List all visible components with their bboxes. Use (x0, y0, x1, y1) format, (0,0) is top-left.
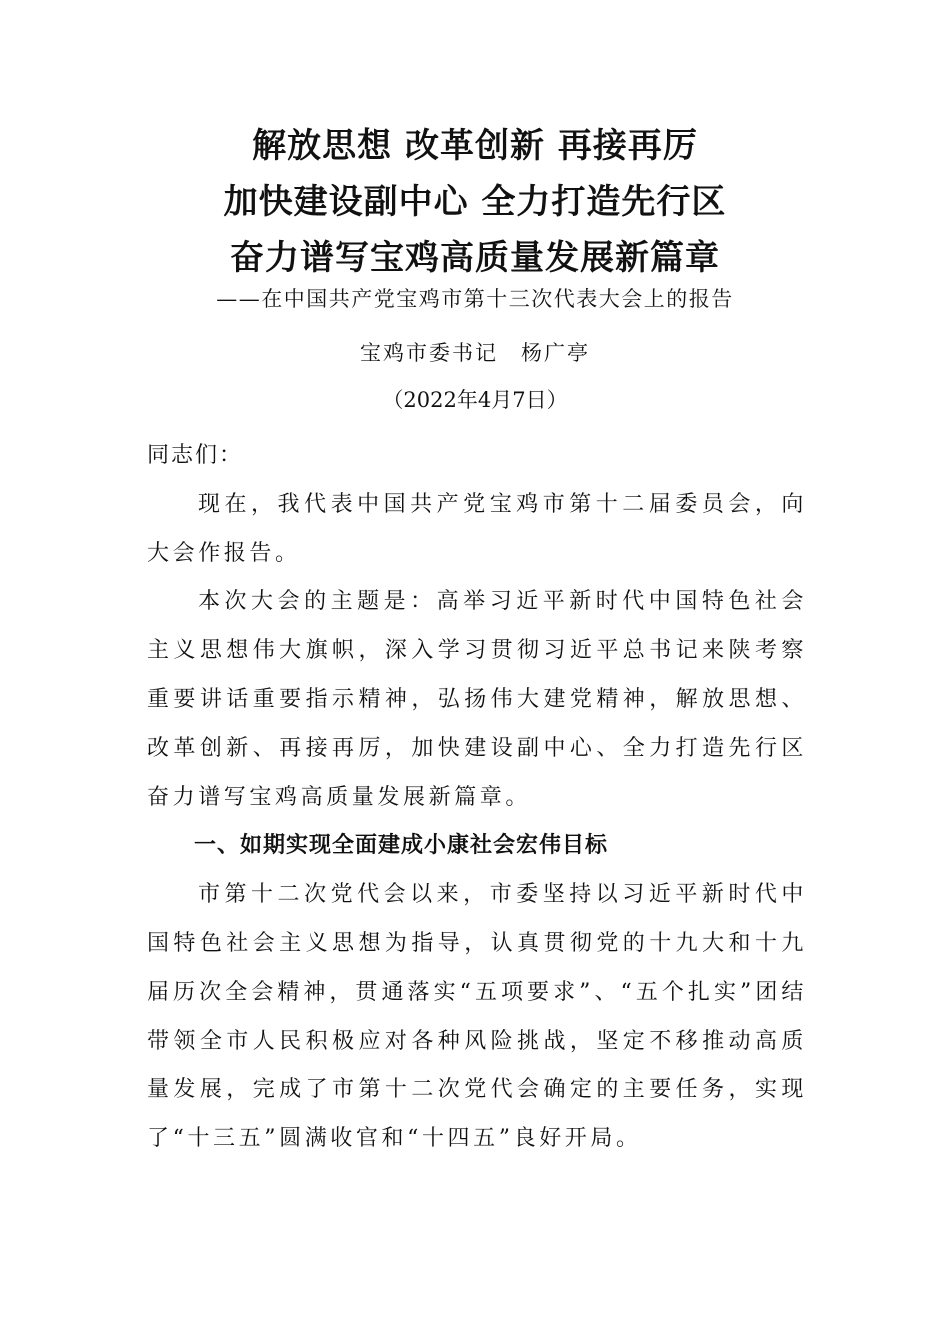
author-line: 宝鸡市委书记 杨广亭 (360, 341, 590, 365)
title-line-1: 解放思想 改革创新 再接再厉 (252, 126, 698, 166)
title-line-3: 奋力谱写宝鸡高质量发展新篇章 (230, 238, 720, 278)
report-date: （2022年4月7日） (382, 388, 568, 412)
paragraph-theme: 本次大会的主题是：高举习近平新时代中国特色社会主义思想伟大旗帜，深入学习贯彻习近平总书记来陕考察重要讲话重要指示精神，弘扬伟大建党精神，解放思想、改革创新、再接再厉，加快建设副中心、全力打造先行区奋力谱写宝鸡高质量发展新篇章。 (147, 589, 807, 810)
document-subtitle: ——在中国共产党宝鸡市第十三次代表大会上的报告 (216, 287, 734, 311)
salutation: 同志们： (147, 443, 244, 468)
report-body (147, 432, 807, 1164)
title-line-2: 加快建设副中心 全力打造先行区 (223, 182, 727, 222)
paragraph-intro: 现在，我代表中国共产党宝鸡市第十二届委员会，向大会作报告。 (147, 491, 807, 566)
document-title (0, 118, 950, 286)
section-paragraph: 市第十二次党代会以来，市委坚持以习近平新时代中国特色社会主义思想为指导，认真贯彻党的十九大和十九届历次全会精神，贯通落实“五项要求”、“五个扎实”团结带领全市人民积极应对各种风险挑战，坚定不移推动高质量发展，完成了市第十二次党代会确定的主要任务，实现了“十三五”圆满收官和“十四五”良好开局。 (147, 882, 807, 1152)
section-heading: 一、如期实现全面建成小康社会宏伟目标 (194, 833, 609, 859)
